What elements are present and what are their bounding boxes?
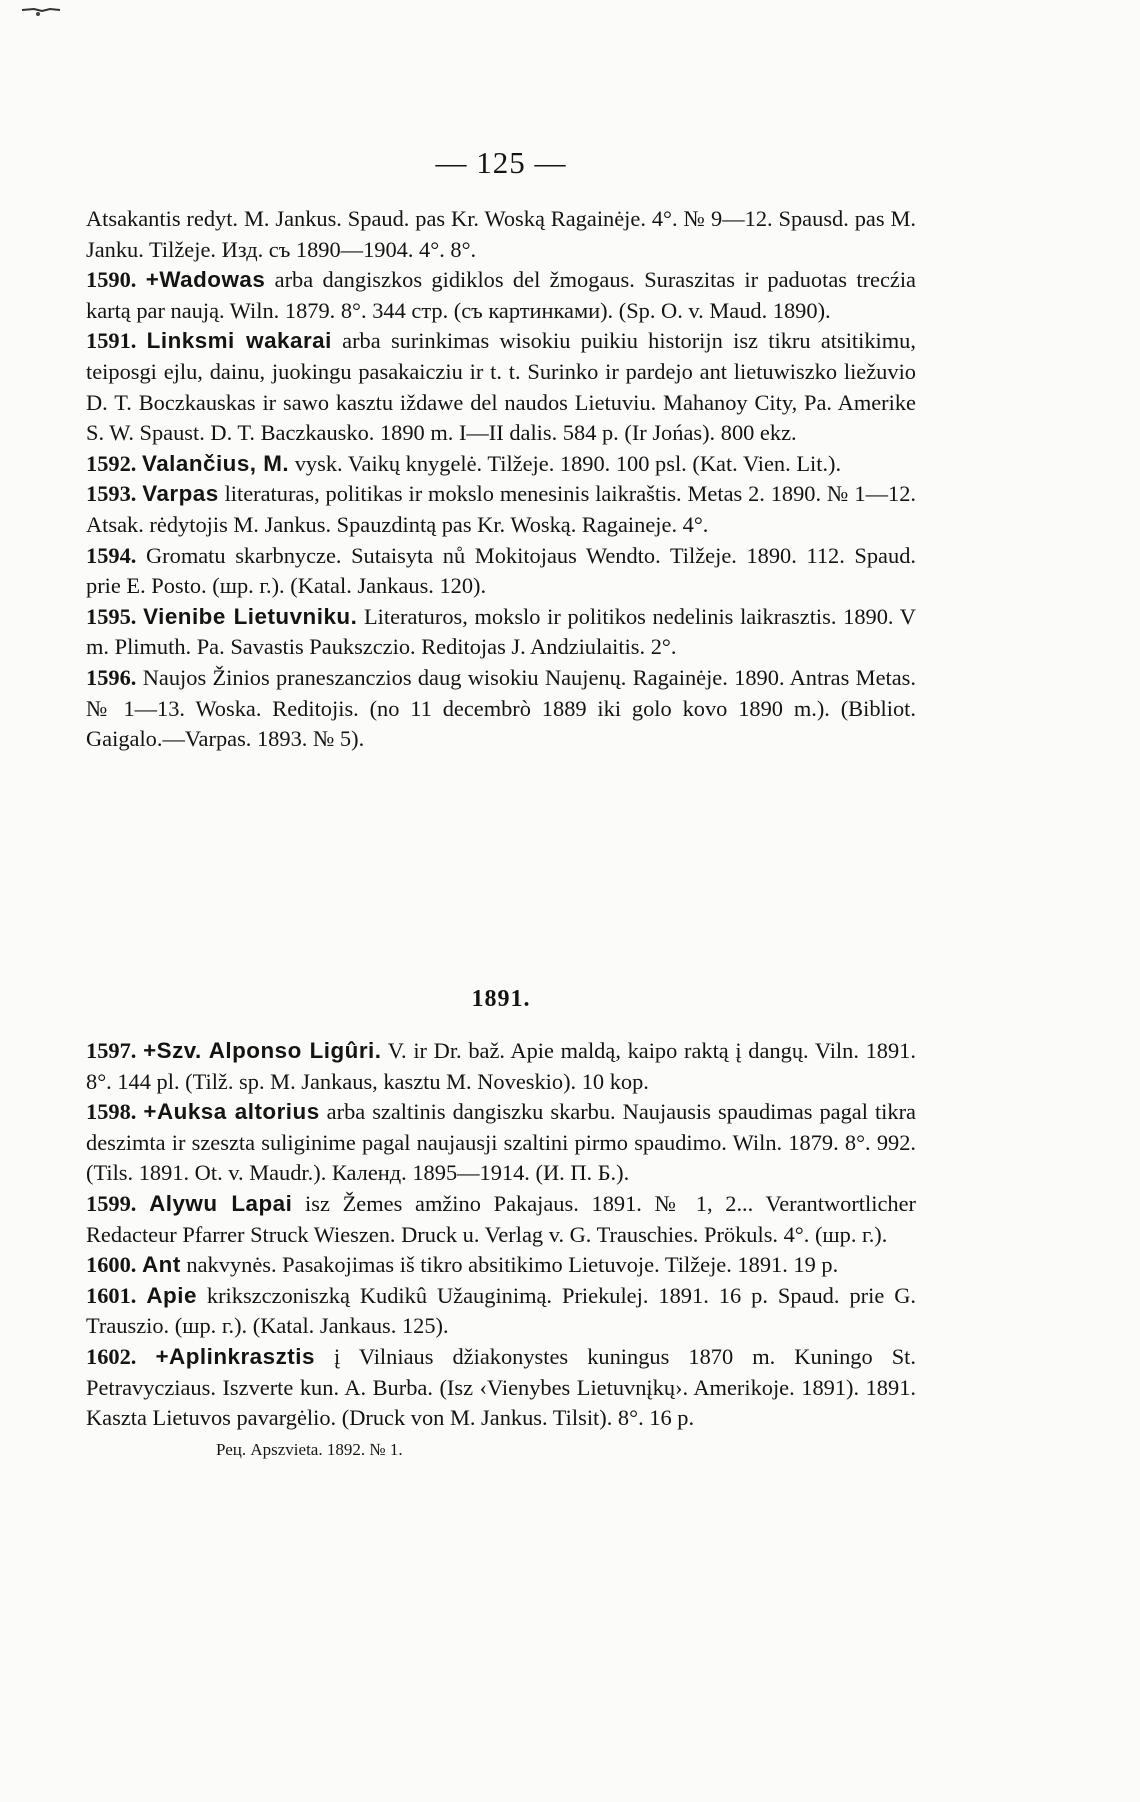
entry-keyword: Varpas (142, 481, 219, 507)
entry-number: 1592. (86, 450, 137, 476)
entry (86, 1250, 916, 1281)
entry-number: 1590. (86, 267, 137, 293)
entry-number: 1597. (86, 1038, 137, 1063)
entry-number: 1598. (86, 1099, 137, 1125)
entry (86, 449, 916, 480)
entry-keyword: Valančius, M. (142, 450, 290, 476)
entries-1890 (86, 204, 916, 755)
entry-text: Naujos Žinios praneszanczios daug wisokiu Naujenų. Ragainėje. 1890. Antras Metas. № 1—13. Woska. Reditojis. (no 11 decembrò 1889 iki golo kovo 1890 m.). (Bibliot. Gaigalo.—Varpas. 1893. № 5). (86, 664, 916, 752)
page (86, 0, 916, 1802)
entry-text: Atsakantis redyt. M. Jankus. Spaud. pas Kr. Woską Ragainėje. 4°. № 9—12. Spausd. pas M. Janku. Tilžeje. Изд. съ 1890—1904. 4°. 8°. (86, 206, 916, 262)
entry-text: Literaturos, mokslo ir politikos nedelinis laikrasztis. 1890. V m. Plimuth. Pa. Savastis Paukszczio. Reditojas J. Andziulaitis. 2°. (86, 603, 916, 660)
entry-keyword: Ant (142, 1252, 181, 1278)
entry-text: literaturas, politikas ir mokslo menesinis laikraštis. Metas 2. 1890. № 1—12. Atsak. rėdytojis M. Jankus. Spauzdintą pas Kr. Woską. Ragaineje. 4°. (86, 481, 916, 537)
entry-number: 1595. (86, 603, 137, 629)
entry-text: į Vilniaus džiakonystes kuningus 1870 m. Kuningo St. Petravycziaus. Iszverte kun. A. Burba. (Isz ‹Vienybes Lietuvnįkų›. Amerikoje. 1891). 1891. Kaszta Lietuvos pavargėlio. (Druck von M. Jankus. Tilsit). 8°. 16 p. (86, 1343, 916, 1431)
entry (86, 326, 916, 448)
entry-number: 1600. (86, 1252, 137, 1278)
entry-text: isz Žemes amžino Pakajaus. 1891. № 1, 2... Verantwortlicher Redacteur Pfarrer Struck Wieszen. Druck u. Verlag v. G. Trauschies. Prökuls. 4°. (шр. г.). (86, 1190, 916, 1247)
entry-keyword: +Szv. Alponso Ligûri. (143, 1038, 382, 1063)
entry (86, 479, 916, 540)
page-number: — 125 — (435, 145, 567, 180)
entry-keyword: +Wadowas (145, 267, 266, 293)
entry-text: krikszczoniszką Kudikû Užauginimą. Priekulej. 1891. 16 p. Spaud. prie G. Trauszio. (шр. г.). (Katal. Jankaus. 125). (86, 1282, 916, 1339)
entries-1891 (86, 1036, 916, 1460)
ink-smudge (20, 4, 66, 18)
entry-continuation (86, 204, 916, 265)
entry-number: 1599. (86, 1190, 137, 1216)
entry-keyword: Apie (146, 1282, 197, 1308)
entry-text: arba dangiszkos gidiklos del žmogaus. Suraszitas ir paduotas trecźia kartą par naują. Wiln. 1879. 8°. 344 стр. (съ картинками). (Sp. O. v. Maud. 1890). (86, 267, 916, 323)
entry (86, 1097, 916, 1189)
entry-keyword: Alywu Lapai (149, 1190, 293, 1216)
entry (86, 1189, 916, 1250)
year-heading: 1891. (471, 986, 531, 1012)
entry (86, 1342, 916, 1434)
entry (86, 663, 916, 755)
entry-number: 1593. (86, 481, 137, 507)
entry (86, 265, 916, 326)
entry-keyword: Linksmi wakarai (146, 328, 332, 354)
entry (86, 541, 916, 602)
entry-text: arba szaltinis dangiszku skarbu. Naujausis spaudimas pagal tikra deszimta ir szeszta suliginime pagal naujausji szaltini pirmo spaudimo. Wiln. 1879. 8°. 992. (Tils. 1891. Ot. v. Maudr.). Календ. 1895—1914. (И. П. Б.). (86, 1099, 916, 1186)
entry-number: 1602. (86, 1343, 137, 1369)
entry-text: arba surinkimas wisokiu puikiu historijn isz tikru atsitikimu, teiposgi ejlu, dainu, juokingu pasakaicziu ir t. t. Surinko ir pardejo ant lietuwiszko liežuvio D. T. Boczkauskas ir sawo kasztu iždawe del naudos Lietuviu. Mahanoy City, Pa. Amerike S. W. Spaust. D. T. Baczkausko. 1890 m. I—II dalis. 584 p. (Ir Jońas). 800 ekz. (86, 328, 916, 446)
entry-number: 1596. (86, 664, 137, 690)
entry-number: 1601. (86, 1282, 137, 1308)
entry-text: nakvynės. Pasakojimas iš tikro absitikimo Lietuvoje. Tilžeje. 1891. 19 p. (186, 1252, 839, 1278)
entry (86, 602, 916, 663)
entry-keyword: +Aplinkrasztis (155, 1343, 315, 1369)
entry (86, 1281, 916, 1342)
entry-text: V. ir Dr. baž. Apie maldą, kaipo raktą į dangų. Viln. 1891. 8°. 144 pl. (Tilž. sp. M. Jankaus, kasztu M. Noveskio). 10 kop. (86, 1038, 916, 1094)
footnote: Рец. Apszvieta. 1892. № 1. (216, 1439, 403, 1459)
entry (86, 1036, 916, 1097)
entry-number: 1594. (86, 542, 137, 568)
entry-number: 1591. (86, 328, 137, 354)
entry-keyword: Vienibe Lietuvniku. (143, 603, 358, 629)
entry-text: vysk. Vaikų knygelė. Tilžeje. 1890. 100 psl. (Kat. Vien. Lit.). (294, 450, 842, 476)
entry-keyword: +Auksa altorius (143, 1099, 320, 1125)
entry-text: Gromatu skarbnycze. Sutaisyta nů Mokitojaus Wendto. Tilžeje. 1890. 112. Spaud. prie E. Posto. (шр. г.). (Katal. Jankaus. 120). (86, 542, 916, 599)
